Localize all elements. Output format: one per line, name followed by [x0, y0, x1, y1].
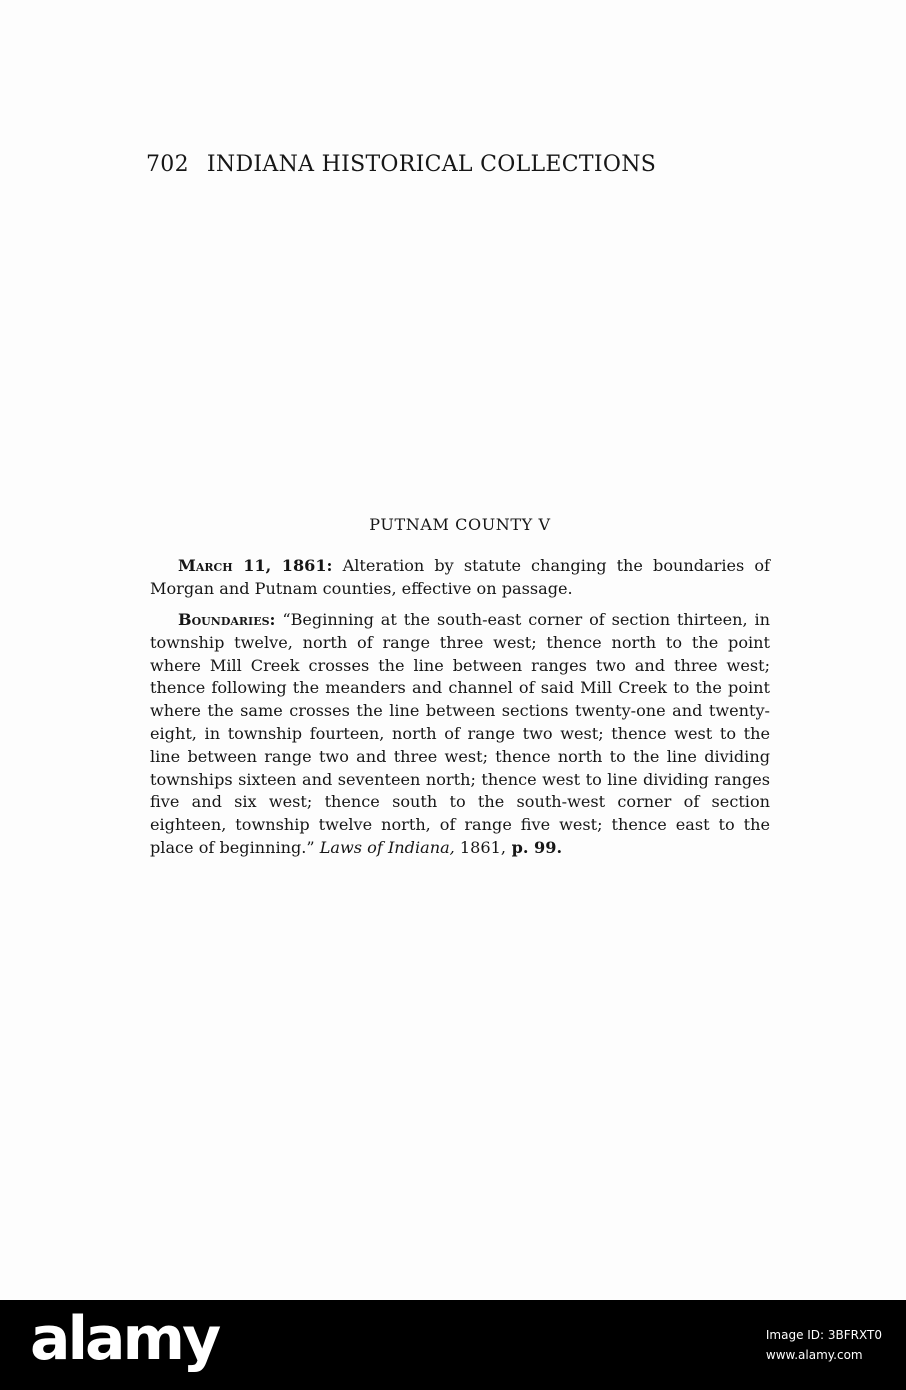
citation-source: Laws of Indiana, — [319, 837, 455, 857]
site-url: www.alamy.com — [765, 1348, 863, 1362]
paragraph-boundaries — [150, 609, 770, 860]
citation-year: 1861, — [454, 837, 506, 857]
citation-page: p. 99. — [506, 837, 563, 857]
alamy-logo: alamy — [30, 1304, 219, 1374]
page-number: 702 — [146, 152, 189, 177]
running-head — [146, 152, 706, 177]
boundaries-label: Boundaries: — [178, 610, 276, 629]
alteration-text: Alteration by statute changing the boundaries of Morgan and Putnam counties, effective on passage. — [150, 556, 770, 598]
image-credit — [766, 1325, 882, 1365]
section-title: PUTNAM COUNTY V — [369, 515, 551, 534]
boundaries-text: “Beginning at the south-east corner of section thirteen, in township twelve, north of range three west; thence north to the point where Mill Creek crosses the line between ranges two and three west; thence following the meanders and channel of said Mill Creek to the point where the same crosses the line between sections twenty-one and twenty-eight, in township fourteen, north of range two west; thence west to the line between range two and three west; thence north to the line dividing townships sixteen and seventeen north; thence west to line dividing ranges five and six west; thence south to the south-west corner of section eighteen, township twelve north, of range five west; thence east to the place of beginning.” — [150, 610, 770, 857]
stock-watermark-bar — [0, 1300, 906, 1390]
paragraph-alteration — [150, 555, 770, 601]
book-title: INDIANA HISTORICAL COLLECTIONS — [206, 152, 657, 177]
date-label: March 11, 1861: — [178, 556, 333, 575]
image-id: Image ID: 3BFRXT0 — [765, 1328, 882, 1342]
